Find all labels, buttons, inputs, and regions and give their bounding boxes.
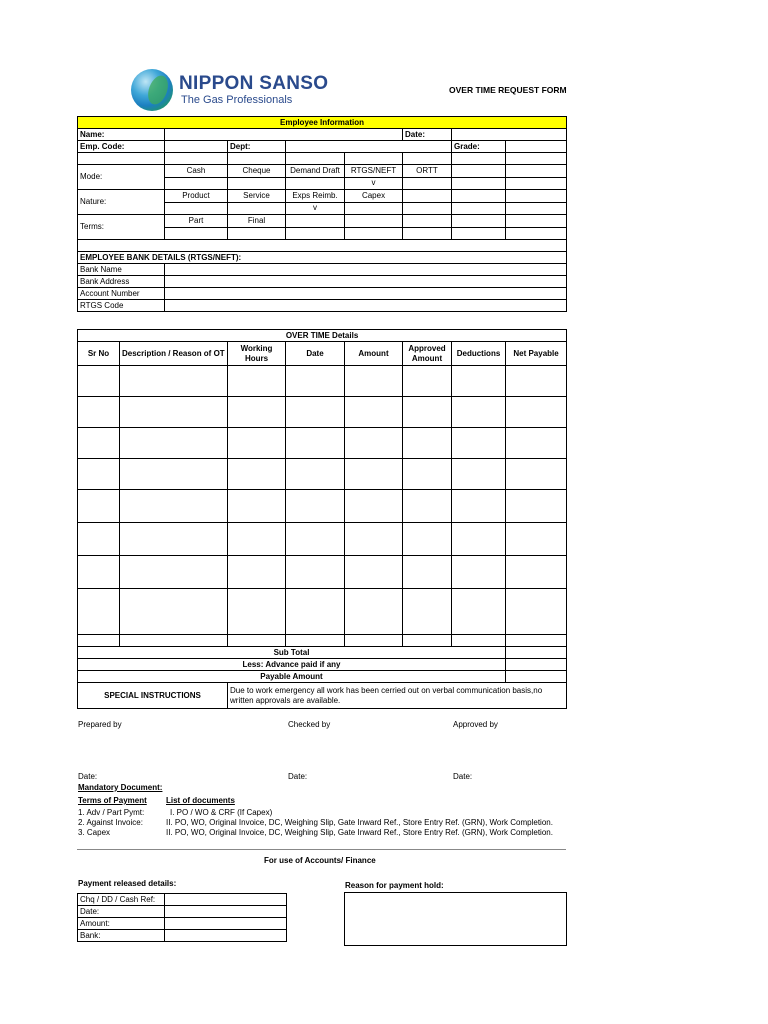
rtgs-code-field[interactable]	[165, 300, 567, 312]
table-row[interactable]	[78, 635, 567, 647]
table-row[interactable]	[78, 397, 567, 428]
mode-ortt[interactable]: ORTT	[403, 165, 452, 178]
sub-total-label: Sub Total	[78, 647, 506, 659]
emp-code-field[interactable]	[165, 141, 228, 153]
mode-cash[interactable]: Cash	[165, 165, 228, 178]
sub-total-value[interactable]	[506, 647, 567, 659]
prepared-date-label: Date:	[78, 772, 98, 781]
checked-date-label: Date:	[288, 772, 308, 781]
payable-amount-value[interactable]	[506, 671, 567, 683]
term-row-1: 1. Adv / Part Pymt:	[78, 808, 145, 817]
term-row-2: 2. Against Invoice:	[78, 818, 143, 827]
col-net-payable: Net Payable	[506, 342, 567, 366]
emp-code-label: Emp. Code:	[78, 141, 165, 153]
payment-released-title: Payment released details:	[78, 879, 177, 888]
col-approved-amount: Approved Amount	[403, 342, 452, 366]
terms-of-payment-header: Terms of Payment	[78, 796, 147, 805]
rtgs-code-label: RTGS Code	[78, 300, 165, 312]
account-number-field[interactable]	[165, 288, 567, 300]
mode-rtgs-neft[interactable]: RTGS/NEFT	[345, 165, 403, 178]
mode-demand-draft[interactable]: Demand Draft	[286, 165, 345, 178]
approved-by-label: Approved by	[453, 720, 498, 729]
term-row-3: 3. Capex	[78, 828, 111, 837]
overtime-table	[77, 329, 567, 709]
doc-row-1: I. PO / WO & CRF (If Capex)	[170, 808, 273, 817]
list-of-documents-header: List of documents	[166, 796, 235, 805]
form-title: OVER TIME REQUEST FORM	[449, 85, 567, 95]
payable-amount-label: Payable Amount	[78, 671, 506, 683]
nature-check-mark: v	[286, 202, 345, 215]
col-deductions: Deductions	[452, 342, 506, 366]
overtime-title: OVER TIME Details	[78, 330, 567, 342]
pay-bank-field[interactable]	[165, 930, 287, 942]
pay-date-label: Date:	[78, 906, 165, 918]
less-advance-label: Less: Advance paid if any	[78, 659, 506, 671]
table-row[interactable]	[78, 556, 567, 589]
col-description: Description / Reason of OT	[120, 342, 228, 366]
payment-hold-reason-box[interactable]	[344, 892, 567, 946]
pay-amount-field[interactable]	[165, 918, 287, 930]
mandatory-title: Mandatory Document:	[78, 783, 163, 792]
bank-name-field[interactable]	[165, 264, 567, 276]
nature-service[interactable]: Service	[228, 190, 286, 203]
name-field[interactable]	[165, 129, 403, 141]
pay-date-field[interactable]	[165, 906, 287, 918]
dept-field[interactable]	[286, 141, 452, 153]
col-amount: Amount	[345, 342, 403, 366]
bank-details-title: EMPLOYEE BANK DETAILS (RTGS/NEFT):	[78, 252, 567, 264]
col-working-hours: Working Hours	[228, 342, 286, 366]
date-label: Date:	[403, 129, 452, 141]
divider	[77, 849, 566, 850]
prepared-by-label: Prepared by	[78, 720, 122, 729]
terms-part[interactable]: Part	[165, 215, 228, 228]
mode-check-mark: v	[345, 177, 403, 190]
payment-hold-title: Reason for payment hold:	[345, 881, 444, 890]
account-number-label: Account Number	[78, 288, 165, 300]
pay-bank-label: Bank:	[78, 930, 165, 942]
table-row[interactable]	[78, 428, 567, 459]
approved-date-label: Date:	[453, 772, 473, 781]
mode-label: Mode:	[78, 165, 165, 190]
date-field[interactable]	[452, 129, 567, 141]
col-sr-no: Sr No	[78, 342, 120, 366]
checked-by-label: Checked by	[288, 720, 331, 729]
table-row[interactable]	[78, 459, 567, 490]
bank-name-label: Bank Name	[78, 264, 165, 276]
nippon-sanso-logo-icon	[131, 69, 173, 111]
less-advance-value[interactable]	[506, 659, 567, 671]
table-row[interactable]	[78, 490, 567, 523]
employee-info-table	[77, 116, 567, 312]
chq-ref-field[interactable]	[165, 894, 287, 906]
grade-label: Grade:	[452, 141, 506, 153]
pay-amount-label: Amount:	[78, 918, 165, 930]
grade-field[interactable]	[506, 141, 567, 153]
payment-released-table	[77, 893, 287, 942]
accounts-title: For use of Accounts/ Finance	[264, 856, 376, 865]
terms-final[interactable]: Final	[228, 215, 286, 228]
special-instructions-label: SPECIAL INSTRUCTIONS	[78, 683, 228, 709]
employee-info-header: Employee Information	[78, 117, 567, 129]
nature-exps-reimb[interactable]: Exps Reimb.	[286, 190, 345, 203]
brand-name: NIPPON SANSO	[179, 73, 329, 94]
dept-label: Dept:	[228, 141, 286, 153]
special-instructions-text: Due to work emergency all work has been cerried out on verbal communication basis,no written approvals are available.	[228, 683, 567, 709]
bank-address-field[interactable]	[165, 276, 567, 288]
nature-label: Nature:	[78, 190, 165, 215]
nature-capex[interactable]: Capex	[345, 190, 403, 203]
table-row[interactable]	[78, 523, 567, 556]
table-row[interactable]	[78, 589, 567, 635]
terms-label: Terms:	[78, 215, 165, 240]
doc-row-3: II. PO, WO, Original Invoice, DC, Weighing Slip, Gate Inward Ref., Store Entry Ref. (GRN), Work Completion.	[166, 828, 553, 837]
table-row[interactable]	[78, 366, 567, 397]
brand-tagline: The Gas Professionals	[181, 94, 293, 106]
nature-product[interactable]: Product	[165, 190, 228, 203]
chq-ref-label: Chq / DD / Cash Ref:	[78, 894, 165, 906]
col-date: Date	[286, 342, 345, 366]
bank-address-label: Bank Address	[78, 276, 165, 288]
name-label: Name:	[78, 129, 165, 141]
doc-row-2: II. PO, WO, Original Invoice, DC, Weighing Slip, Gate Inward Ref., Store Entry Ref. (GRN), Work Completion.	[166, 818, 553, 827]
mode-cheque[interactable]: Cheque	[228, 165, 286, 178]
